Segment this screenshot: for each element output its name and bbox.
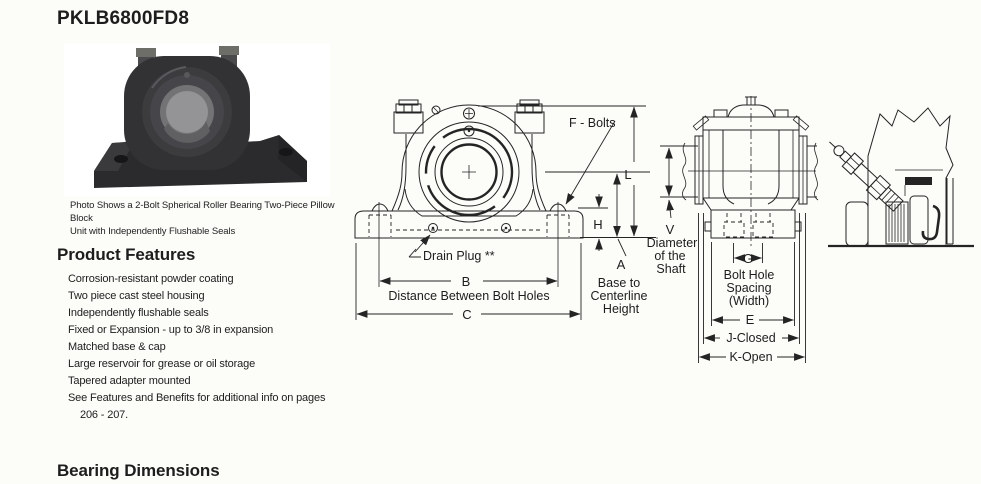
grease-fitting-detail <box>823 135 905 214</box>
feature-item: Fixed or Expansion - up to 3/8 in expansion <box>68 324 274 336</box>
label-v-caption: of the <box>654 249 686 263</box>
product-features-heading: Product Features <box>57 245 196 264</box>
label-v-caption: Diameter <box>646 236 698 250</box>
photo-caption-line: Photo Shows a 2-Bolt Spherical Roller Bearing Two-Piece Pillow Block <box>70 200 335 224</box>
feature-item-continuation: 206 - 207. <box>80 409 129 421</box>
feature-item: Matched base & cap <box>68 341 166 353</box>
bearing-dimensions-heading: Bearing Dimensions <box>57 461 220 480</box>
label-drain-plug: Drain Plug ** <box>423 249 495 263</box>
label-dim-v: V <box>665 222 675 237</box>
label-g-caption: (Width) <box>728 294 770 308</box>
feature-item: Corrosion-resistant powder coating <box>68 273 234 285</box>
label-dim-h: H <box>593 217 603 232</box>
label-dim-e: E <box>745 312 755 327</box>
label-dim-a: A <box>616 257 626 272</box>
label-v-caption: Shaft <box>656 262 686 276</box>
product-photo <box>64 43 330 197</box>
label-g-caption: Bolt Hole <box>723 268 775 282</box>
feature-item: See Features and Benefits for additional info on pages <box>68 392 326 404</box>
product-features-list <box>68 271 368 424</box>
label-a-caption: Height <box>602 302 640 316</box>
feature-item: Tapered adapter mounted <box>68 375 191 387</box>
label-dim-l: L <box>624 167 632 182</box>
side-view-dimensions <box>647 146 806 364</box>
feature-item: Large reservoir for grease or oil storage <box>68 358 256 370</box>
label-dim-g: G <box>742 251 754 266</box>
label-b-caption: Distance Between Bolt Holes <box>388 289 550 303</box>
cross-section-detail-drawing <box>823 108 974 246</box>
label-dim-c: C <box>462 307 472 322</box>
label-a-caption: Base to <box>597 276 641 290</box>
label-j-closed: J-Closed <box>726 331 776 345</box>
side-view-drawing <box>683 96 818 246</box>
photo-caption <box>70 199 338 238</box>
label-dim-b: B <box>461 274 471 289</box>
feature-item: Two piece cast steel housing <box>68 290 205 302</box>
label-f-bolts: F - Bolts <box>569 116 616 130</box>
label-g-caption: Spacing <box>726 281 772 295</box>
dimension-diagram <box>345 95 981 365</box>
page-title: PKLB6800FD8 <box>57 8 190 29</box>
pillow-block-photo-image <box>64 43 330 197</box>
photo-caption-line: Unit with Independently Flushable Seals <box>70 226 236 237</box>
feature-item: Independently flushable seals <box>68 307 209 319</box>
label-a-caption: Centerline <box>590 289 648 303</box>
photo-bearing-housing <box>124 46 250 170</box>
label-k-open: K-Open <box>729 350 773 364</box>
